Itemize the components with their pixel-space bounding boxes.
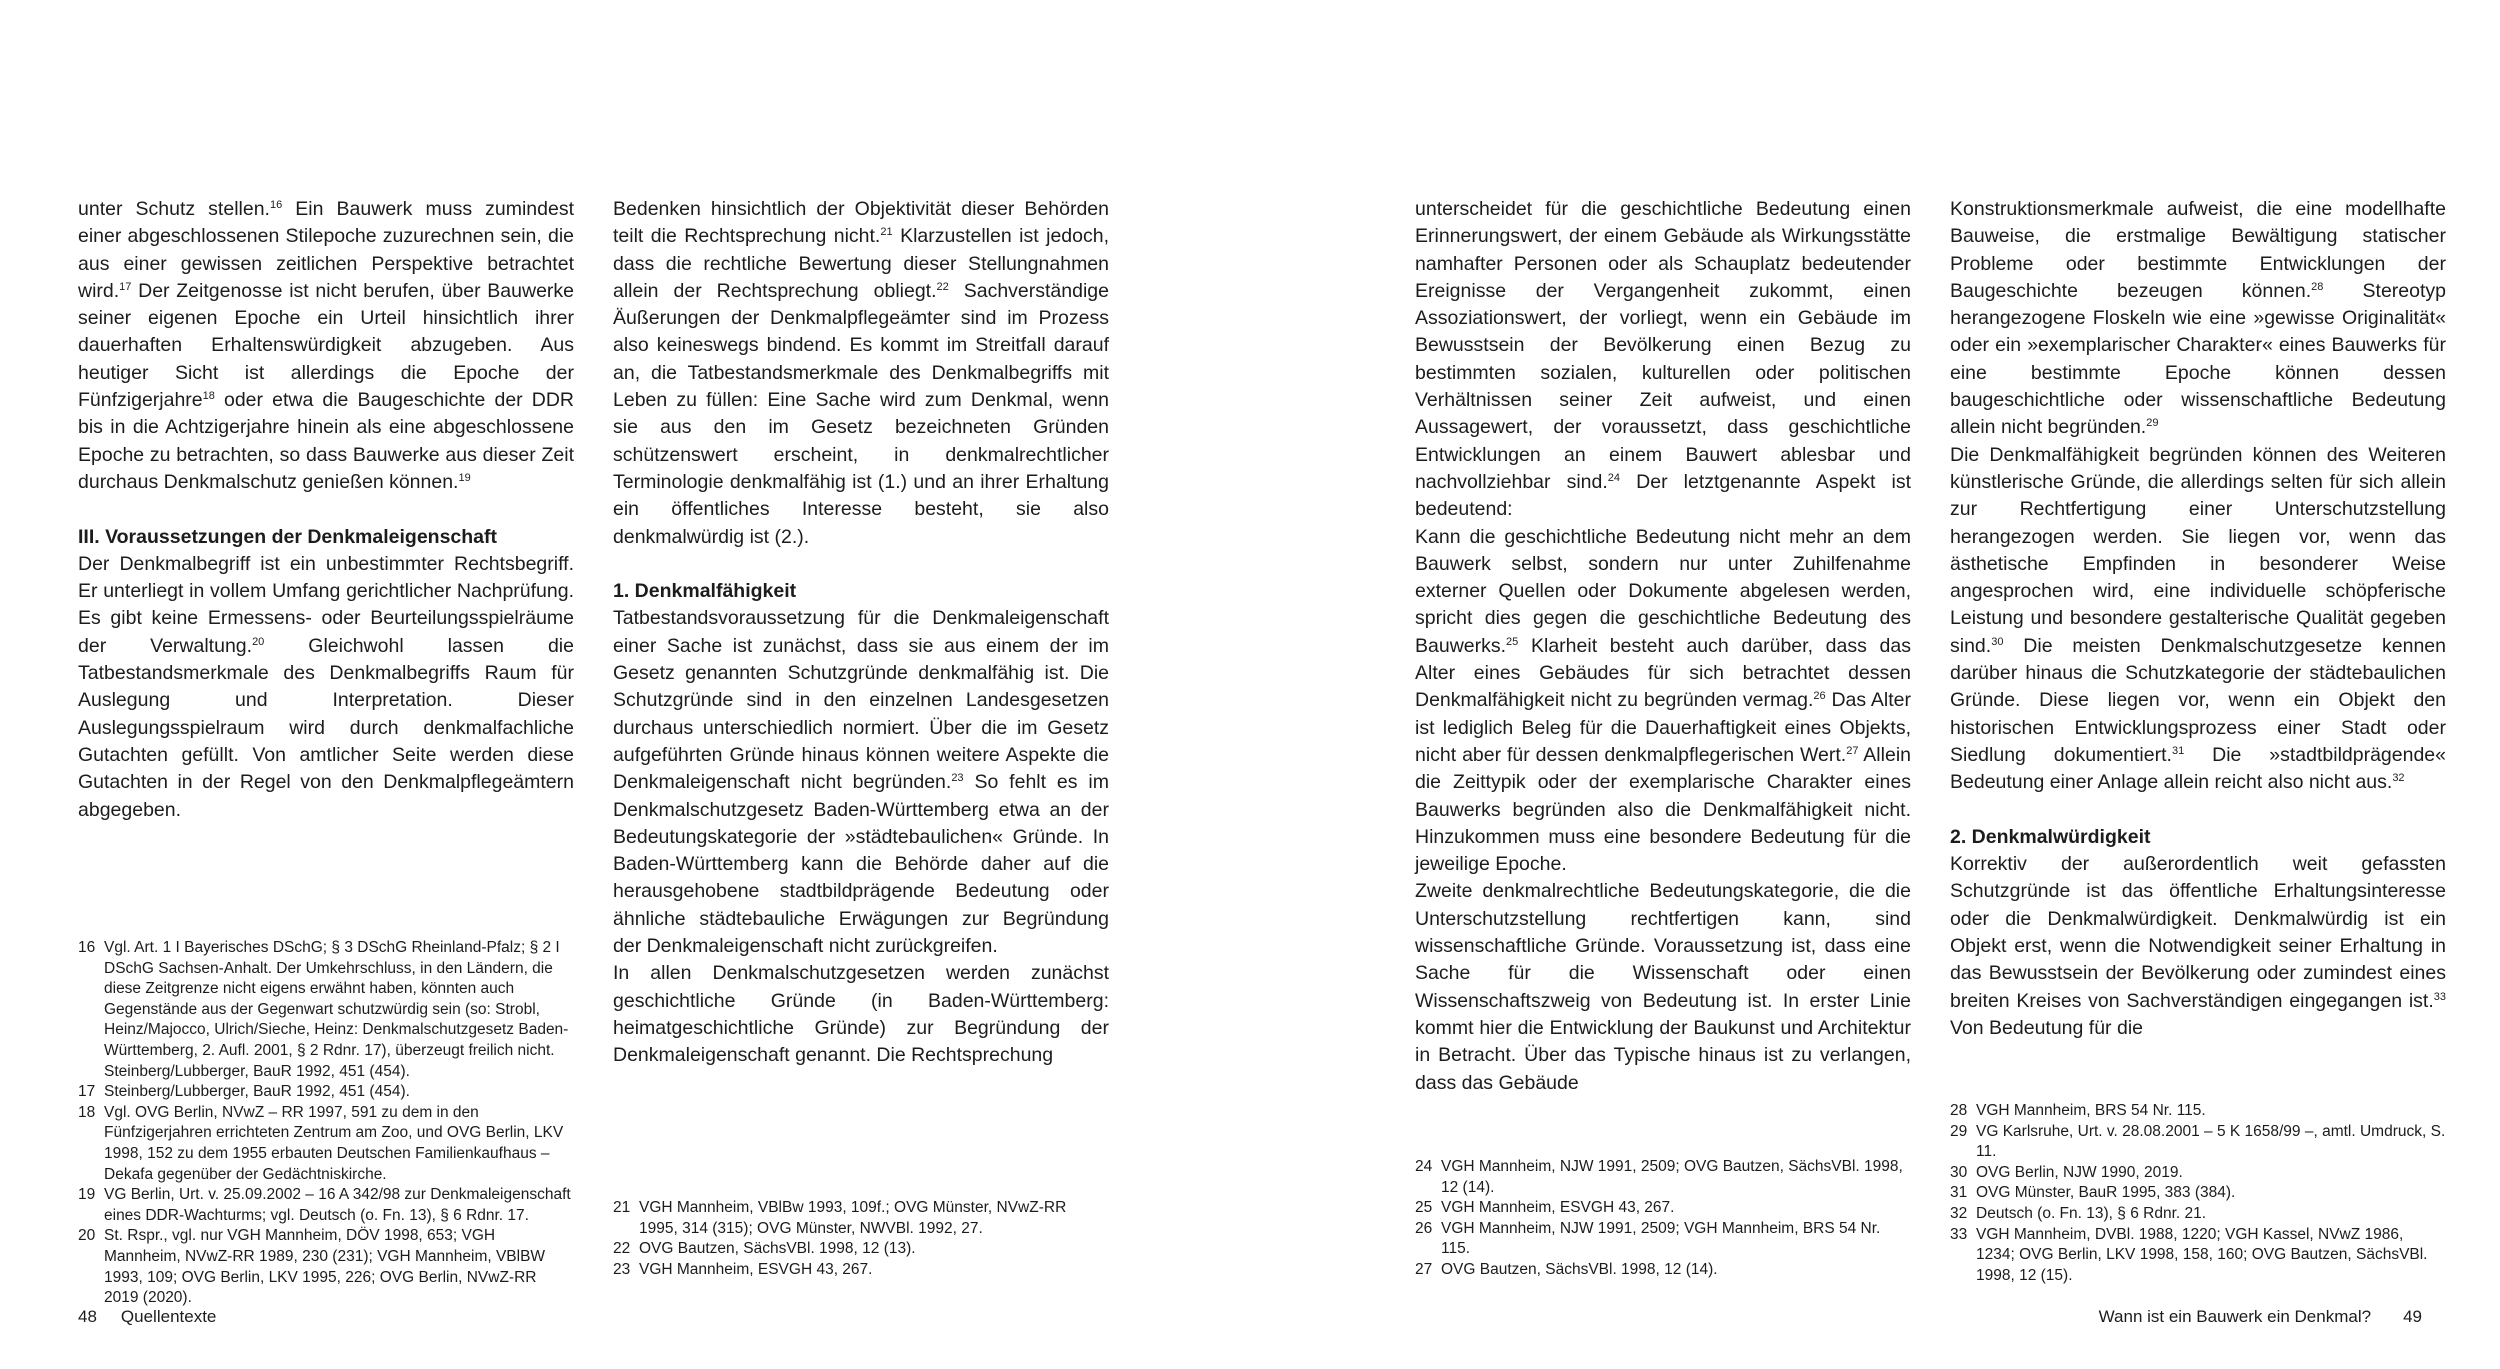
footnote-ref[interactable]: 31 — [2171, 744, 2185, 757]
footnote-number: 28 — [1950, 1102, 1968, 1119]
text-run: Ein Bauwerk muss zumindest einer abgeschlossenen Stilepoche zuzurechnen sein, die aus einer gewissen zeitlichen Perspektive betrachtet wird. — [78, 198, 575, 302]
text-run: Klarheit besteht auch darüber, dass das Alter eines Gebäudes für sich betrachtet dessen Denkmalfähigkeit nicht zu begründen vermag. — [1415, 634, 1911, 712]
right-page-footer — [2099, 1306, 2422, 1328]
footnote — [1950, 1225, 2446, 1287]
footnotes-col2 — [613, 1198, 1109, 1280]
footnote — [1415, 1260, 1911, 1281]
footnote-number: 30 — [1950, 1163, 1968, 1181]
footnote-ref[interactable]: 27 — [1846, 744, 1859, 757]
footnote — [1950, 1101, 2446, 1122]
footnote-ref[interactable]: 28 — [2311, 280, 2324, 293]
footnote-text: VGH Mannheim, ESVGH 43, 267. — [1441, 1199, 1675, 1217]
text-run: unterscheidet für die geschichtliche Bedeutung einen Erinnerungswert, der einem Gebäude als Wirkungsstätte namhafter Personen oder als Schauplatz bedeutender Ereignisse der Vergangenheit zukommt, einen Assoziationswert, der vorliegt, wenn ein Gebäude im Bewusstsein der Bevölkerung einen Bezug zu bestimmten sozialen, kulturellen oder politischen Verhältnissen seiner Zeit aufweist, und einen Aussagewert, der voraussetzt, dass geschichtliche Entwicklungen an einem Bauwert ablesbar und nachvollziehbar sind. — [1415, 198, 1911, 493]
footnote-text: VGH Mannheim, NJW 1991, 2509; VGH Mannheim, BRS 54 Nr. 115. — [1441, 1219, 1881, 1258]
footnote — [1950, 1163, 2446, 1184]
text-run: Stereotyp herangezogene Floskeln wie eine »gewisse Originalität« oder ein »exemplarischer Charakter« eines Bauwerks für eine bestimmte Epoche können dessen baugeschichtliche oder wissenschaftliche Bedeutung allein nicht begründen. — [1950, 279, 2446, 439]
footnote-number: 23 — [613, 1260, 631, 1278]
footnote — [613, 1198, 1109, 1239]
body-column-4 — [1950, 196, 2446, 1042]
paragraph — [78, 196, 574, 496]
footnote-ref[interactable]: 29 — [2146, 417, 2159, 430]
footnote — [78, 1103, 574, 1185]
body-column-3 — [1415, 196, 1911, 1097]
footnotes-col1 — [78, 938, 574, 1309]
footnote-number: 21 — [613, 1199, 631, 1216]
footnote — [78, 1185, 574, 1226]
body-column-2 — [613, 196, 1109, 1070]
footnote-number: 26 — [1415, 1219, 1433, 1237]
footnote-number: 29 — [1950, 1122, 1968, 1140]
running-head-left: Quellentexte — [120, 1307, 217, 1326]
text-run: Konstruktionsmerkmale aufweist, die eine modellhafte Bauweise, die erstmalige Bewältigung statischer Probleme oder bestimmte Entwicklungen der Baugeschichte bezeugen können. — [1950, 198, 2446, 302]
footnote — [78, 1226, 574, 1308]
page-number-right: 49 — [2403, 1307, 2422, 1326]
footnote-number: 17 — [78, 1083, 96, 1101]
paragraph-gap — [78, 496, 574, 523]
footnotes-col3 — [1415, 1157, 1911, 1281]
footnote-number: 33 — [1950, 1225, 1968, 1243]
running-head-right: Wann ist ein Bauwerk ein Denkmal? — [2098, 1307, 2372, 1326]
text-run: Sachverständige Äußerungen der Denkmalpflegeämter sind im Prozess also keineswegs bindend. Es kommt im Streitfall darauf an, die Tatbestandsmerkmale des Denkmalbegriffs mit Leben zu füllen: Eine Sache wird zum Denkmal, wenn sie aus den im Gesetz bezeichneten Gründen schützenswert erscheint, in denkmalrechtlicher Terminologie denkmalfähig ist (1.) und an ihrer Erhaltung ein öffentliches Interesse besteht, sie also denkmalwürdig ist (2.). — [613, 279, 1109, 548]
footnote-ref[interactable]: 30 — [1991, 635, 2004, 648]
footnote-text: VG Karlsruhe, Urt. v. 28.08.2001 – 5 K 1658/99 –, amtl. Umdruck, S. 11. — [1976, 1122, 2446, 1161]
footnote-text: VGH Mannheim, VBlBw 1993, 109f.; OVG Münster, NVwZ-RR 1995, 314 (315); OVG Münster, NWVBl. 1992, 27. — [639, 1199, 1067, 1237]
section-heading-iii: III. Voraussetzungen der Denkmaleigenschaft — [78, 525, 498, 548]
text-run: unter Schutz stellen. — [78, 198, 270, 220]
footnote-ref[interactable]: 33 — [2433, 990, 2446, 1003]
footnote-ref[interactable]: 17 — [119, 280, 132, 293]
footnote-number: 22 — [613, 1240, 631, 1258]
footnote — [1950, 1122, 2446, 1163]
footnote — [1415, 1219, 1911, 1260]
footnote-number: 27 — [1415, 1260, 1433, 1278]
text-run: Das Alter ist lediglich Beleg für die Dauerhaftigkeit eines Objekts, nicht aber für dessen denkmalpflegerischen Wert. — [1415, 689, 1911, 766]
col1-paragraphs-2 — [78, 551, 574, 824]
footnote-text: Deutsch (o. Fn. 13), § 6 Rdnr. 21. — [1976, 1204, 2207, 1222]
col2-paragraphs-2 — [613, 605, 1109, 1069]
footnote-text: Steinberg/Lubberger, BauR 1992, 451 (454). — [104, 1083, 410, 1101]
paragraph — [1415, 524, 1911, 879]
footnote-text: VGH Mannheim, BRS 54 Nr. 115. — [1976, 1102, 2206, 1119]
paragraph — [1950, 442, 2446, 797]
paragraph — [1950, 196, 2446, 442]
footnote-number: 25 — [1415, 1199, 1433, 1217]
footnote-text: OVG Bautzen, SächsVBl. 1998, 12 (13). — [639, 1240, 916, 1258]
body-column-1 — [78, 196, 574, 824]
paragraph — [613, 605, 1109, 960]
paragraph — [613, 196, 1109, 551]
footnote-text: St. Rspr., vgl. nur VGH Mannheim, DÖV 1998, 653; VGH Mannheim, NVwZ-RR 1989, 230 (231); VGH Mannheim, VBlBW 1993, 109; OVG Berlin, LKV 1995, 226; OVG Berlin, NVwZ-RR 2019 (2020). — [104, 1227, 546, 1307]
paragraph — [1415, 196, 1911, 524]
footnote-text: OVG Berlin, NJW 1990, 2019. — [1976, 1163, 2183, 1181]
footnote — [1950, 1183, 2446, 1204]
footnote-ref[interactable]: 21 — [880, 226, 893, 239]
footnote-ref[interactable]: 32 — [2392, 772, 2405, 785]
footnote — [1415, 1157, 1911, 1198]
footnote-ref[interactable]: 19 — [458, 471, 471, 484]
footnote-text: VGH Mannheim, ESVGH 43, 267. — [639, 1260, 873, 1278]
left-page-footer — [78, 1306, 216, 1328]
page-number-left: 48 — [78, 1307, 97, 1326]
text-run: Die Denkmalfähigkeit begründen können des Weiteren künstlerische Gründe, die allerdings selten für sich allein zur Rechtfertigung einer Unterschutzstellung herangezogen werden. Sie liegen vor, wenn das ästhetische Empfinden in besonderer Weise angesprochen wird, eine individuelle schöpferische Leistung und besondere gestalterische Qualität gegeben sind. — [1950, 443, 2446, 657]
paragraph-gap — [613, 551, 1109, 578]
footnote-text: OVG Bautzen, SächsVBl. 1998, 12 (14). — [1441, 1260, 1718, 1278]
footnote-text: Vgl. Art. 1 I Bayerisches DSchG; § 3 DSchG Rheinland-Pfalz; § 2 I DSchG Sachsen-Anhalt. Der Umkehrschluss, in den Ländern, die diese Zeitgrenze nicht eigens erwähnt haben, könnten auch Gegenstände aus der Gegenwart schutzwürdig sein (so: Strobl, Heinz/Majocco, Ulrich/Sieche, Heinz: Denkmalschutzgesetz Baden-Württemberg, 2. Aufl. 2001, § 2 Rdnr. 17), überzeugt freilich nicht. Steinberg/Lubberger, BauR 1992, 451 (454). — [104, 939, 569, 1080]
footnote-ref[interactable]: 18 — [202, 390, 215, 403]
footnote-text: VG Berlin, Urt. v. 25.09.2002 – 16 A 342/98 zur Denkmaleigenschaft eines DDR-Wachturms; vgl. Deutsch (o. Fn. 13), § 6 Rdnr. 17. — [104, 1186, 571, 1224]
text-run: Der Denkmalbegriff ist ein unbestimmter Rechtsbegriff. Er unterliegt in vollem Umfang gerichtlicher Nachprüfung. Es gibt keine Ermessens- oder Beurteilungsspielräume der Verwaltung. — [78, 552, 574, 657]
text-run: Von Bedeutung für die — [1950, 1016, 2143, 1039]
paragraph — [1415, 878, 1911, 1096]
footnote-ref[interactable]: 16 — [269, 199, 283, 211]
footnote — [613, 1260, 1109, 1281]
footnote — [613, 1239, 1109, 1260]
col3-paragraphs — [1415, 196, 1911, 1097]
footnote-text: Vgl. OVG Berlin, NVwZ – RR 1997, 591 zu dem in den Fünfzigerjahren errichteten Zentrum am Zoo, und OVG Berlin, LKV 1998, 152 zu dem 1955 erbauten Deutschen Familienkaufhaus – Dekafa gegenüber der Gedächtniskirche. — [104, 1103, 564, 1183]
footnote-number: 18 — [78, 1103, 96, 1121]
text-run: Kann die geschichtliche Bedeutung nicht mehr an dem Bauwerk selbst, sondern nur unter Zuhilfenahme externer Quellen oder Dokumente abgelesen werden, spricht dies gegen die geschichtliche Bedeutung des Bauwerks. — [1415, 525, 1911, 657]
col4-paragraphs — [1950, 196, 2446, 797]
col4-paragraphs-2 — [1950, 851, 2446, 1042]
text-run: Tatbestandsvoraussetzung für die Denkmaleigenschaft einer Sache ist zunächst, dass sie aus einem der im Gesetz genannten Schutzgründe denkmalfähig ist. Die Schutzgründe sind in den einzelnen Landesgesetzen durchaus unterschiedlich normiert. Über die im Gesetz aufgeführten Gründe hinaus können weitere Aspekte die Denkmaleigenschaft nicht begründen. — [613, 607, 1109, 794]
text-run: Allein die Zeittypik oder der exemplarische Charakter eines Bauwerks begründen also die Denkmalfähigkeit nicht. Hinzukommen muss eine besondere Bedeutung für die jeweilige Epoche. — [1415, 743, 1911, 876]
text-run: Zweite denkmalrechtliche Bedeutungskategorie, die die Unterschutzstellung rechtfertigen kann, sind wissenschaftliche Gründe. Voraussetzung ist, dass eine Sache für die Wissenschaft oder einen Wissenschaftszweig von Bedeutung ist. In erster Linie kommt hier die Entwicklung der Baukunst und Architektur in Betracht. Über das Typische hinaus ist zu verlangen, dass das Gebäude — [1415, 880, 1911, 1094]
text-run: Der letztgenannte Aspekt ist bedeutend: — [1415, 470, 1911, 521]
footnote-ref[interactable]: 20 — [252, 635, 265, 648]
footnote-number: 31 — [1950, 1184, 1968, 1202]
footnotes-col4 — [1950, 1101, 2446, 1286]
text-run: Korrektiv der außerordentlich weit gefassten Schutzgründe ist das öffentliche Erhaltungsinteresse oder die Denkmalwürdigkeit. Denkmalwürdig ist ein Objekt erst, wenn die Notwendigkeit seiner Erhaltung in das Bewusstsein der Bevölkerung oder zumindest eines breiten Kreises von Sachverständigen eingegangen ist. — [1950, 853, 2446, 1012]
footnote-number: 16 — [78, 939, 96, 956]
text-run: So fehlt es im Denkmalschutzgesetz Baden-Württemberg etwa an der Bedeutungskategorie der »städtebaulichen« Gründe. In Baden-Württemberg kann die Behörde daher auf die herausgehobene stadtbildprägende Bedeutung oder ähnliche städtebauliche Erwägungen zur Begründung der Denkmaleigenschaft nicht zurückgreifen. — [613, 771, 1109, 958]
footnote-number: 20 — [78, 1227, 96, 1245]
paragraph-gap — [1950, 797, 2446, 824]
footnote — [78, 938, 574, 1082]
section-heading-denkmalfaehigkeit: 1. Denkmalfähigkeit — [613, 580, 797, 603]
text-run: In allen Denkmalschutzgesetzen werden zunächst geschichtliche Gründe (in Baden-Württemberg: heimatgeschichtliche Gründe) zur Begründung der Denkmaleigenschaft genannt. Die Rechtsprechung — [613, 962, 1109, 1067]
footnote — [1415, 1198, 1911, 1219]
paragraph — [1950, 851, 2446, 1042]
footnote-text: VGH Mannheim, NJW 1991, 2509; OVG Bautzen, SächsVBl. 1998, 12 (14). — [1441, 1158, 1903, 1196]
section-heading-denkmalwuerdigkeit: 2. Denkmalwürdigkeit — [1950, 825, 2151, 848]
col1-paragraphs — [78, 196, 574, 496]
text-run: Bedenken hinsichtlich der Objektivität dieser Behörden teilt die Rechtsprechung nicht. — [613, 198, 1109, 248]
footnote-ref[interactable]: 26 — [1813, 690, 1826, 703]
footnote-number: 32 — [1950, 1204, 1968, 1222]
footnote-ref[interactable]: 25 — [1506, 635, 1519, 648]
footnote-text: VGH Mannheim, DVBl. 1988, 1220; VGH Kassel, NVwZ 1986, 1234; OVG Berlin, LKV 1998, 158, 160; OVG Bautzen, SächsVBl. 1998, 12 (15). — [1976, 1225, 2428, 1284]
text-run: oder etwa die Baugeschichte der DDR bis in die Achtzigerjahre hinein als eine abgeschlossene Epoche zu betrachten, so dass Bauwerke aus dieser Zeit durchaus Denkmalschutz genießen können. — [78, 389, 574, 493]
footnote-ref[interactable]: 24 — [1607, 471, 1621, 484]
footnote-ref[interactable]: 23 — [951, 772, 964, 785]
footnote-number: 24 — [1415, 1158, 1433, 1175]
text-run: Gleichwohl lassen die Tatbestandsmerkmale des Denkmalbegriffs Raum für Auslegung und Interpretation. Dieser Auslegungsspielraum wird durch denkmalfachliche Gutachten gefüllt. Von amtlicher Seite werden diese Gutachten in der Regel von den Denkmalpflegeämtern abgegeben. — [78, 634, 574, 821]
text-run: Klarzustellen ist jedoch, dass die rechtliche Bewertung dieser Stellungnahmen allein der Rechtsprechung obliegt. — [613, 225, 1109, 302]
text-run: Die meisten Denkmalschutzgesetze kennen darüber hinaus die Schutzkategorie der städtebaulichen Gründe. Diese liegen vor, wenn ein Objekt den historischen Entwicklungsprozess einer Stadt oder Siedlung dokumentiert. — [1950, 634, 2446, 766]
footnote-number: 19 — [78, 1186, 96, 1204]
paragraph — [613, 960, 1109, 1069]
paragraph — [78, 551, 574, 824]
text-run: Die »stadtbildprägende« Bedeutung einer Anlage allein reicht also nicht aus. — [1950, 743, 2446, 794]
footnote-ref[interactable]: 22 — [936, 280, 949, 293]
footnote — [78, 1082, 574, 1103]
text-run: Der Zeitgenosse ist nicht berufen, über Bauwerke seiner eigenen Epoche ein Urteil hinsichtlich ihrer dauerhaften Erhaltenswürdigkeit abzugeben. Aus heutiger Sicht ist allerdings die Epoche der Fünfzigerjahre — [78, 279, 574, 412]
footnote — [1950, 1204, 2446, 1225]
col2-paragraphs — [613, 196, 1109, 551]
footnote-text: OVG Münster, BauR 1995, 383 (384). — [1976, 1184, 2236, 1202]
